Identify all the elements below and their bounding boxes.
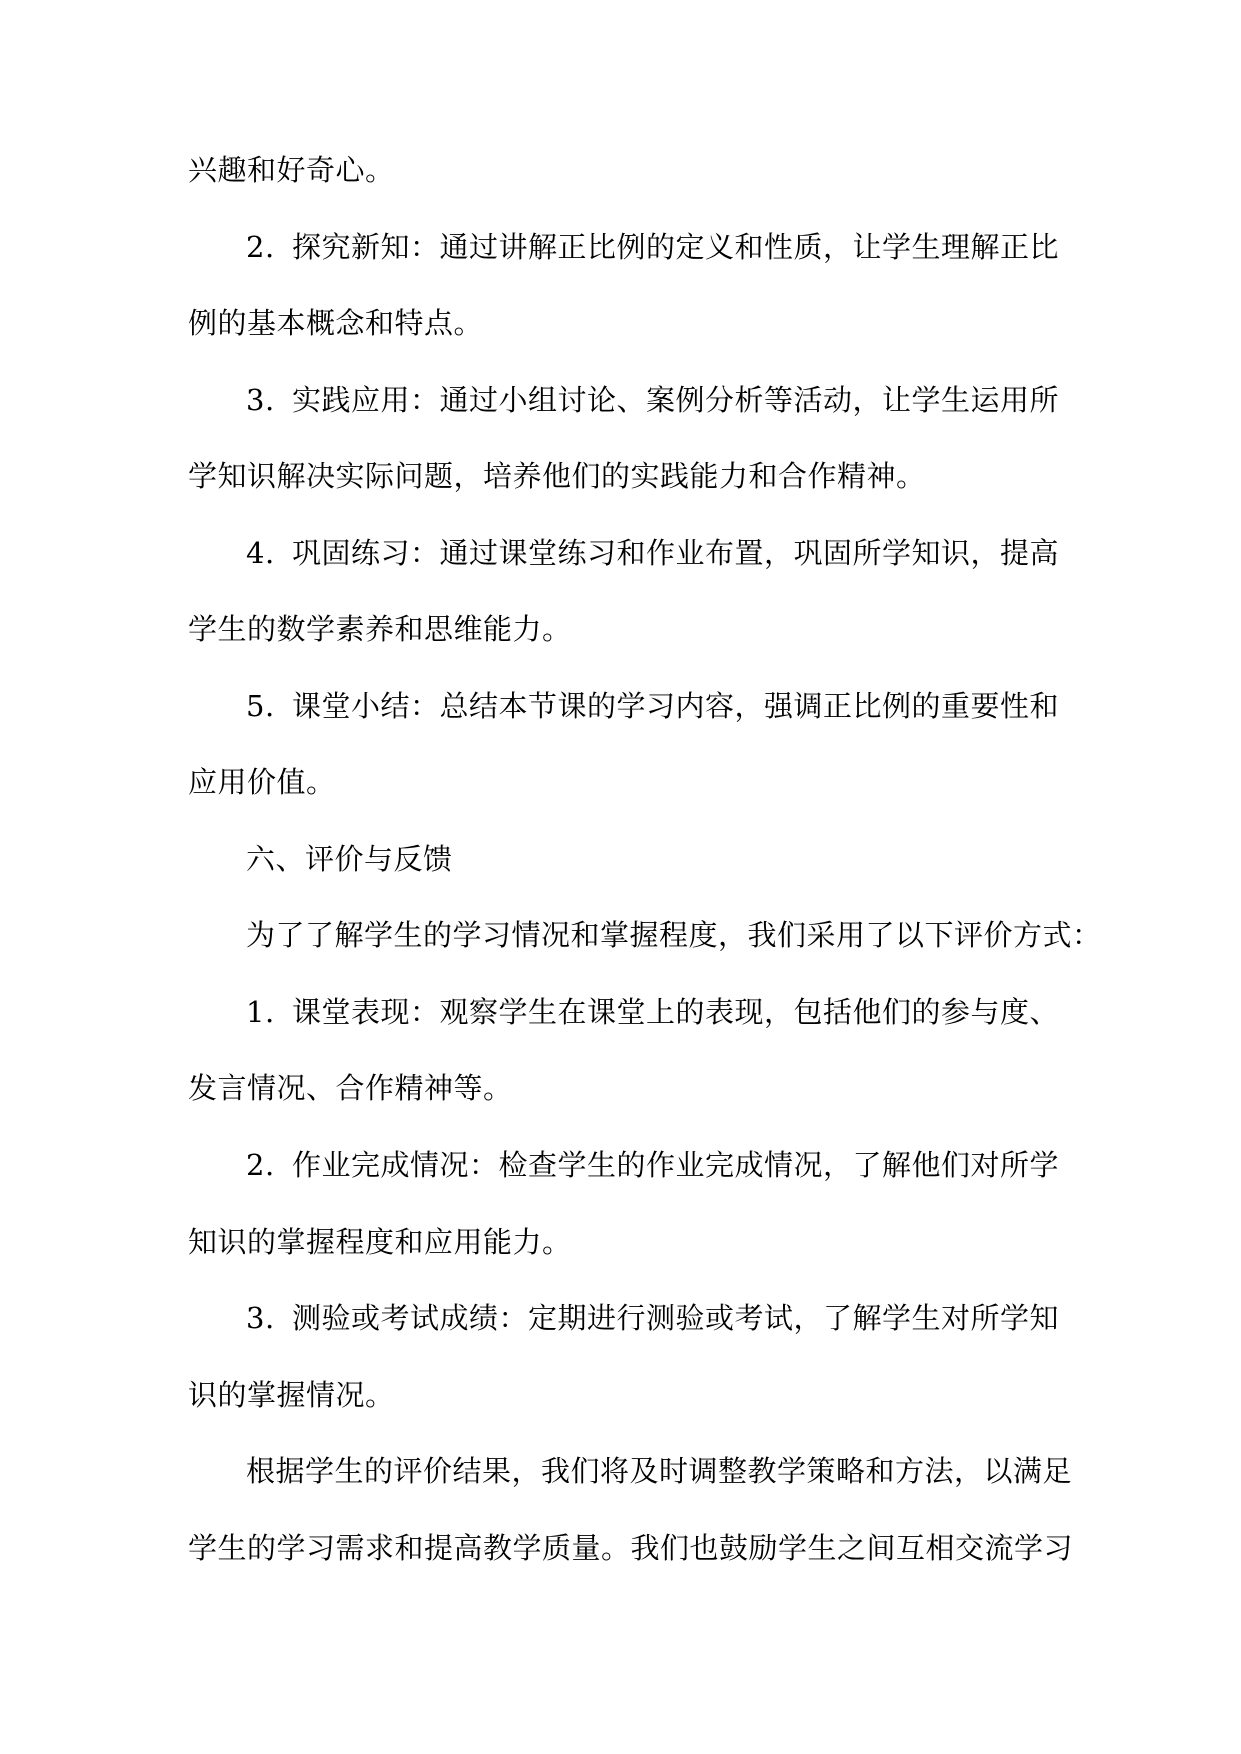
paragraph-line [0, 1528, 1241, 1568]
line-text: 学生的学习需求和提高教学质量。我们也鼓励学生之间互相交流学习 [188, 1531, 1074, 1565]
list-item-exam [0, 1298, 1241, 1338]
list-number: 2. [246, 1148, 275, 1182]
list-item-homework [0, 1145, 1241, 1185]
line-text: 探究新知：通过讲解正比例的定义和性质，让学生理解正比 [292, 230, 1060, 264]
line-text: 测验或考试成绩：定期进行测验或考试，了解学生对所学知 [292, 1301, 1060, 1335]
paragraph-line [0, 1375, 1241, 1415]
line-text: 兴趣和好奇心。 [188, 153, 395, 187]
line-text: 应用价值。 [188, 765, 336, 799]
paragraph-line [0, 150, 1241, 190]
list-item-classroom [0, 992, 1241, 1032]
list-number: 3. [246, 383, 275, 417]
list-item-practice [0, 380, 1241, 420]
paragraph-line [0, 609, 1241, 649]
paragraph-line [0, 456, 1241, 496]
list-number: 1. [246, 995, 275, 1029]
line-text: 课堂小结：总结本节课的学习内容，强调正比例的重要性和 [292, 689, 1060, 723]
paragraph-line [0, 1068, 1241, 1108]
paragraph-line [0, 1451, 1241, 1491]
list-number: 4. [246, 536, 275, 570]
section-heading [0, 839, 1241, 879]
list-number: 5. [246, 689, 275, 723]
line-text: 课堂表现：观察学生在课堂上的表现，包括他们的参与度、 [292, 995, 1060, 1029]
line-text: 发言情况、合作精神等。 [188, 1071, 513, 1105]
list-item-consolidate [0, 533, 1241, 573]
line-text: 实践应用：通过小组讨论、案例分析等活动，让学生运用所 [292, 383, 1060, 417]
line-text: 为了了解学生的学习情况和掌握程度，我们采用了以下评价方式： [246, 918, 1102, 952]
list-number: 2. [246, 230, 275, 264]
line-text: 例的基本概念和特点。 [188, 306, 484, 340]
heading-text: 六、评价与反馈 [246, 842, 453, 876]
list-number: 3. [246, 1301, 275, 1335]
line-text: 学知识解决实际问题，培养他们的实践能力和合作精神。 [188, 459, 926, 493]
paragraph-line [0, 1222, 1241, 1262]
paragraph-line [0, 915, 1241, 955]
line-text: 作业完成情况：检查学生的作业完成情况，了解他们对所学 [292, 1148, 1060, 1182]
line-text: 识的掌握情况。 [188, 1378, 395, 1412]
line-text: 根据学生的评价结果，我们将及时调整教学策略和方法，以满足 [246, 1454, 1073, 1488]
line-text: 巩固练习：通过课堂练习和作业布置，巩固所学知识，提高 [292, 536, 1060, 570]
paragraph-line [0, 762, 1241, 802]
line-text: 学生的数学素养和思维能力。 [188, 612, 572, 646]
line-text: 知识的掌握程度和应用能力。 [188, 1225, 572, 1259]
paragraph-line [0, 303, 1241, 343]
list-item-explore [0, 227, 1241, 267]
list-item-summary [0, 686, 1241, 726]
